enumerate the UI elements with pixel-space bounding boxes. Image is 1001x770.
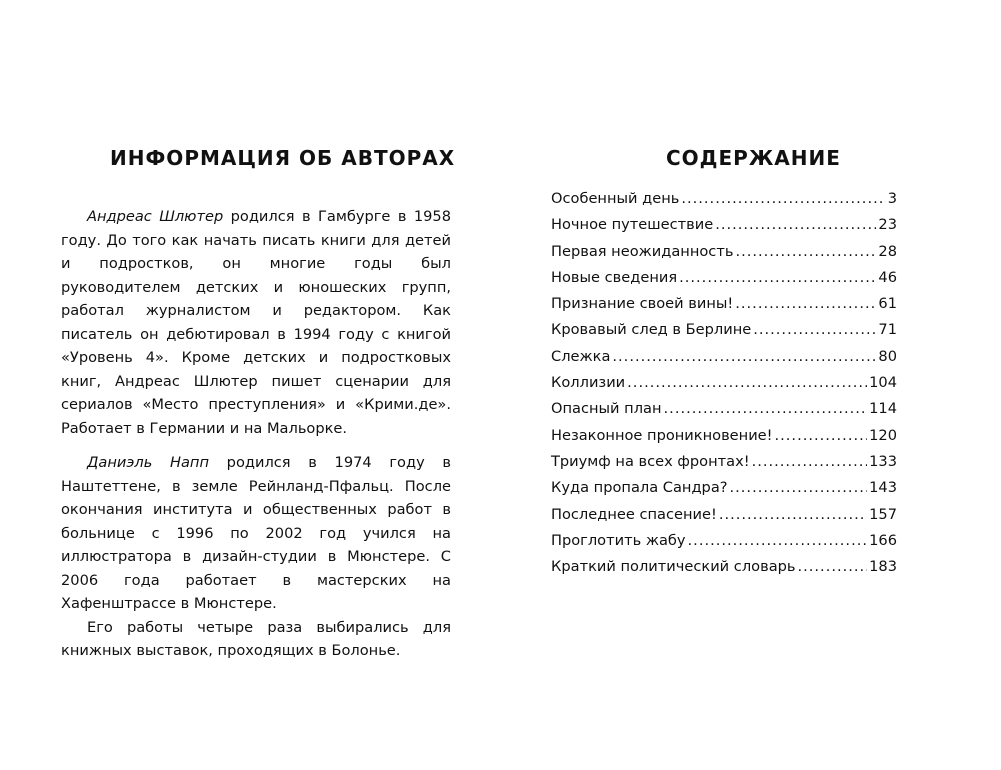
toc-page-number: 23 — [878, 216, 897, 234]
toc-entry — [551, 239, 897, 265]
toc-page-number: 166 — [869, 531, 897, 549]
toc-leader — [753, 317, 876, 343]
toc-leader — [735, 239, 876, 265]
toc-leader — [730, 475, 868, 501]
toc-title: Признание своей вины! — [551, 295, 734, 313]
toc-title: Кровавый след в Берлине — [551, 321, 752, 339]
toc-page-number: 28 — [878, 242, 897, 260]
toc-title: Последнее спасение! — [551, 505, 717, 523]
author-name-1: Андреас Шлютер — [87, 208, 224, 225]
toc-leader — [719, 502, 867, 528]
toc-entry — [551, 554, 897, 580]
author-name-2: Даниэль Напп — [87, 454, 209, 471]
author-text-2: родился в 1974 году в Наштеттене, в земле Рейнланд-Пфальц. После окончания института и общественных работ в больнице с 1996 по 2002 год учился на иллюстратора в дизайн-студии в Мюнстере. С 2006 года работает в мастерских на Хафенштрассе в Мюнстере. — [61, 454, 451, 612]
toc-title: Ночное путешествие — [551, 216, 714, 234]
author-text-1: родился в Гамбурге в 1958 году. До того как начать писать книги для детей и подростков, он многие годы был руководителем детских и юношеских групп, работал журналистом и редактором. Как писатель он дебютировал в 1994 году с книгой «Уровень 4». Кроме детских и подростковых книг, Андреас Шлютер пишет сценарии для сериалов «Место преступления» и «Крими.де». Работает в Германии и на Мальорке. — [61, 208, 451, 437]
left-page — [0, 0, 500, 770]
toc-page-number: 80 — [878, 347, 897, 365]
toc-title: Первая неожиданность — [551, 242, 734, 260]
authors-bio — [61, 205, 451, 663]
author-paragraph-3: Его работы четыре раза выбирались для книжных выставок, проходящих в Болонье. — [61, 618, 451, 659]
toc-page-number: 120 — [869, 426, 897, 444]
toc-entry — [551, 528, 897, 554]
toc-entry — [551, 344, 897, 370]
toc-title: Куда пропала Сандра? — [551, 479, 728, 497]
toc-page-number: 71 — [878, 321, 897, 339]
toc-title: Проглотить жабу — [551, 531, 686, 549]
author-paragraph-1 — [61, 205, 451, 440]
contents-heading: СОДЕРЖАНИЕ — [666, 146, 841, 170]
toc-page-number: 46 — [878, 268, 897, 286]
toc-entry — [551, 475, 897, 501]
toc-title: Краткий политический словарь — [551, 558, 796, 576]
toc-leader — [679, 265, 876, 291]
toc-title: Опасный план — [551, 400, 662, 418]
toc-entry — [551, 212, 897, 238]
toc-page-number: 183 — [869, 558, 897, 576]
toc-page-number: 143 — [869, 479, 897, 497]
toc-leader — [715, 212, 876, 238]
toc-page-number: 61 — [878, 295, 897, 313]
toc-entry — [551, 502, 897, 528]
toc-title: Коллизии — [551, 374, 626, 392]
toc-leader — [798, 554, 868, 580]
toc-leader — [681, 186, 885, 212]
toc-page-number: 133 — [869, 452, 897, 470]
toc-title: Особенный день — [551, 190, 680, 207]
toc-leader — [752, 449, 868, 475]
toc-entry — [551, 317, 897, 343]
table-of-contents — [551, 186, 897, 580]
author-paragraph-2 — [61, 451, 451, 616]
toc-leader — [664, 396, 868, 422]
toc-title: Слежка — [551, 347, 611, 365]
toc-page-number: 104 — [869, 374, 897, 392]
toc-entry — [551, 370, 897, 396]
toc-title: Триумф на всех фронтах! — [551, 452, 750, 470]
toc-title: Новые сведения — [551, 268, 678, 286]
toc-page-number: 3 — [887, 190, 897, 207]
right-page — [500, 0, 1001, 770]
toc-entry — [551, 396, 897, 422]
toc-leader — [627, 370, 867, 396]
toc-leader — [775, 423, 868, 449]
authors-heading: ИНФОРМАЦИЯ ОБ АВТОРАХ — [110, 146, 456, 170]
toc-entry — [551, 291, 897, 317]
toc-page-number: 114 — [869, 400, 897, 418]
toc-leader — [612, 344, 876, 370]
toc-title: Незаконное проникновение! — [551, 426, 773, 444]
toc-entry — [551, 265, 897, 291]
toc-entry — [551, 423, 897, 449]
toc-entry — [551, 449, 897, 475]
toc-entry — [551, 186, 897, 212]
toc-page-number: 157 — [869, 505, 897, 523]
toc-leader — [735, 291, 876, 317]
toc-leader — [688, 528, 868, 554]
